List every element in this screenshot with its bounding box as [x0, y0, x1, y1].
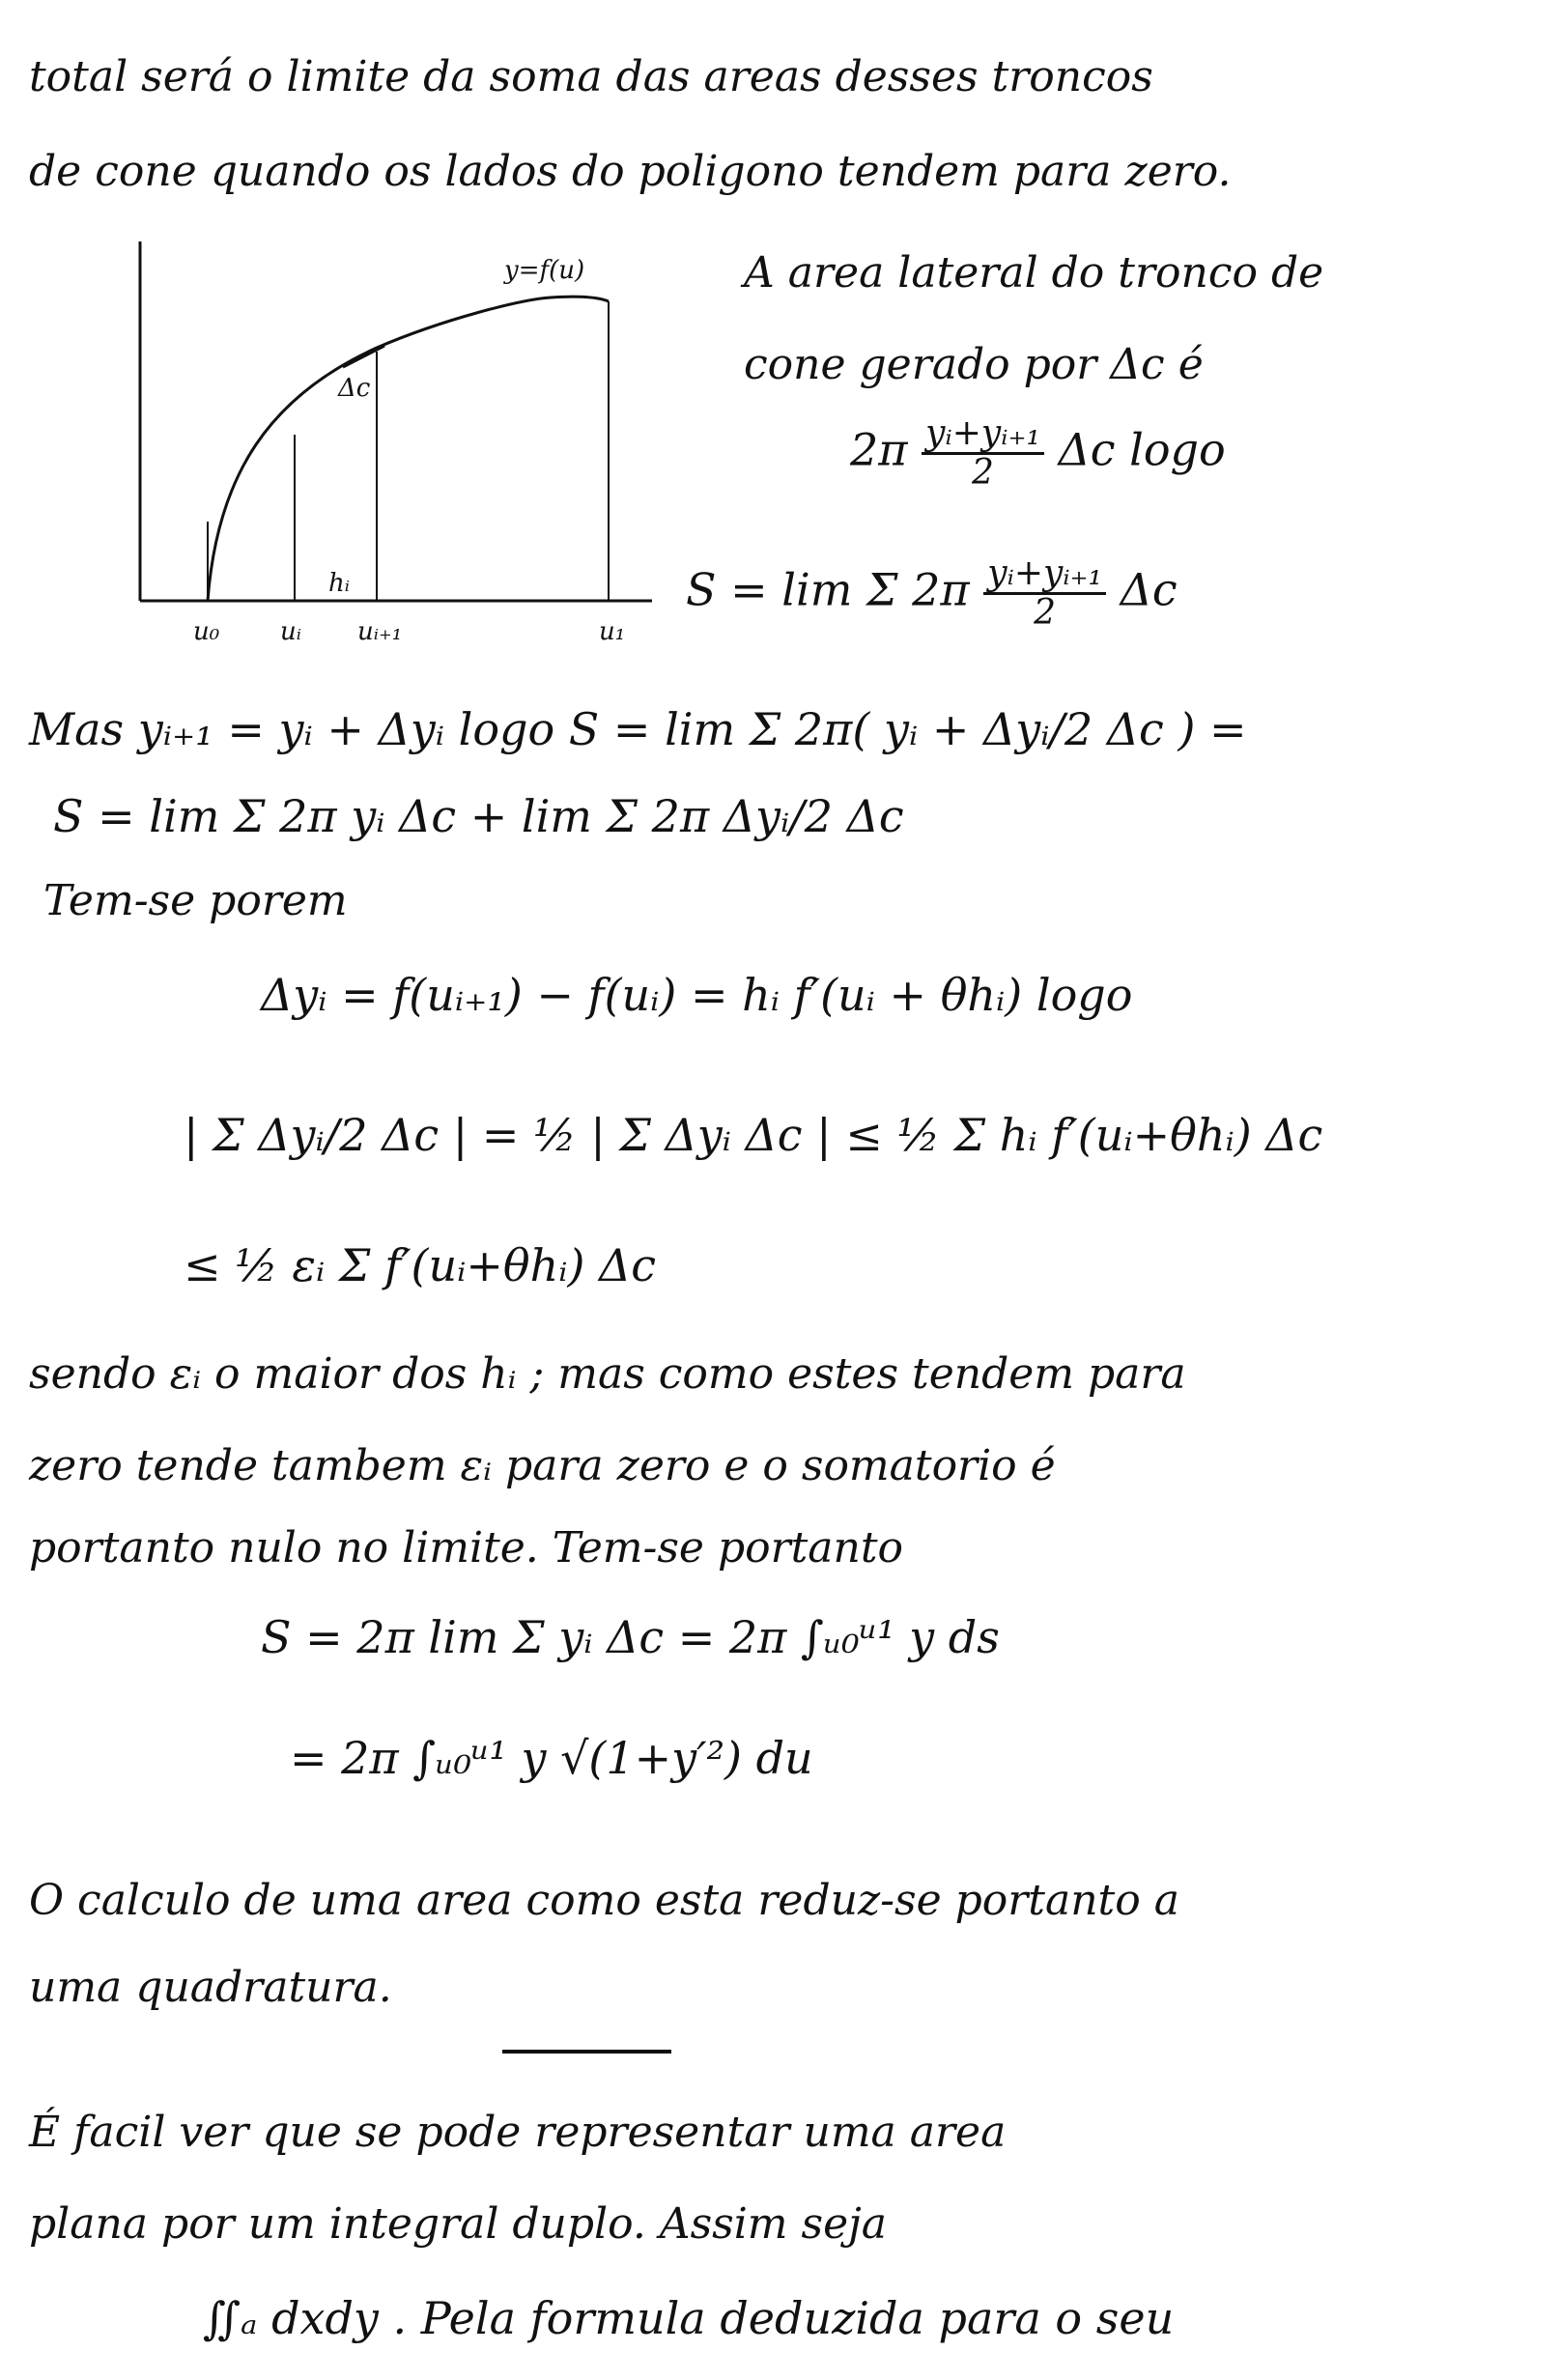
arc-label: Δc	[338, 374, 371, 403]
fraction	[922, 415, 1044, 492]
formula-suffix: Δc logo	[1058, 423, 1226, 476]
equation-line-7: = 2π ∫ᵤ₀ᵘ¹ y √(1+y′²) du	[290, 1732, 813, 1784]
text-tem-se-porem: Tem-se porem	[43, 876, 348, 925]
tick-label-ui: uᵢ	[280, 617, 301, 646]
height-label: hᵢ	[328, 569, 350, 598]
text-line-2: de cone quando os lados do poligono tendem para zero.	[29, 147, 1232, 196]
formula-suffix: Δc	[1120, 563, 1178, 616]
section-divider	[502, 2050, 671, 2054]
tick-label-u1: u₁	[599, 617, 626, 646]
fraction	[983, 555, 1106, 632]
text-right-2: cone gerado por Δc é	[744, 340, 1204, 389]
text-line-1: total será o limite da soma das areas desses troncos	[29, 52, 1153, 101]
curve-figure	[126, 232, 667, 666]
tick-label-ui1: uᵢ₊₁	[357, 617, 403, 646]
fraction-denominator: 2	[1034, 592, 1057, 633]
text-para-7: plana por um integral duplo. Assim seja	[29, 2199, 888, 2249]
arc-chord	[343, 346, 384, 367]
curve-line	[208, 297, 609, 601]
curve-diagram	[126, 232, 667, 666]
text-para-1: sendo εᵢ o maior dos hᵢ ; mas como estes tendem para	[29, 1349, 1186, 1399]
text-right-1: A area lateral do tronco de	[744, 248, 1324, 298]
text-para-2: zero tende tambem εᵢ para zero e o somatorio é	[29, 1441, 1056, 1490]
curve-label: y=f(u)	[504, 256, 585, 285]
fraction-numerator: yᵢ+yᵢ₊₁	[983, 555, 1106, 595]
text-para-4: O calculo de uma area como esta reduz-se portanto a	[29, 1876, 1179, 1925]
formula-limit-sum	[686, 555, 1178, 632]
text-para-5: uma quadratura.	[29, 1963, 392, 2012]
text-para-3: portanto nulo no limite. Tem-se portanto	[29, 1523, 904, 1572]
equation-line-1: Mas yᵢ₊₁ = yᵢ + Δyᵢ logo S = lim Σ 2π( yᵢ + Δyᵢ/2 Δc ) =	[29, 703, 1247, 755]
formula-prefix: 2π	[850, 423, 908, 476]
text-para-8: ∬ₐ dxdy . Pela formula deduzida para o seu	[203, 2292, 1175, 2344]
formula-lateral-area	[850, 415, 1226, 492]
equation-line-5: ≤ ½ εᵢ Σ f′(uᵢ+θhᵢ) Δc	[184, 1239, 657, 1291]
equation-line-2: S = lim Σ 2π yᵢ Δc + lim Σ 2π Δyᵢ/2 Δc	[53, 790, 904, 842]
text-para-6: É facil ver que se pode representar uma area	[29, 2108, 1007, 2157]
tick-label-u0: u₀	[193, 617, 220, 646]
fraction-numerator: yᵢ+yᵢ₊₁	[922, 415, 1044, 455]
formula-prefix: S = lim Σ 2π	[686, 563, 970, 616]
fraction-denominator: 2	[972, 452, 994, 493]
equation-line-6: S = 2π lim Σ yᵢ Δc = 2π ∫ᵤ₀ᵘ¹ y ds	[261, 1611, 1000, 1663]
equation-line-3: Δyᵢ = f(uᵢ₊₁) − f(uᵢ) = hᵢ f′(uᵢ + θhᵢ) logo	[261, 969, 1133, 1021]
equation-line-4: | Σ Δyᵢ/2 Δc | = ½ | Σ Δyᵢ Δc | ≤ ½ Σ hᵢ f′(uᵢ+θhᵢ) Δc	[184, 1109, 1323, 1161]
